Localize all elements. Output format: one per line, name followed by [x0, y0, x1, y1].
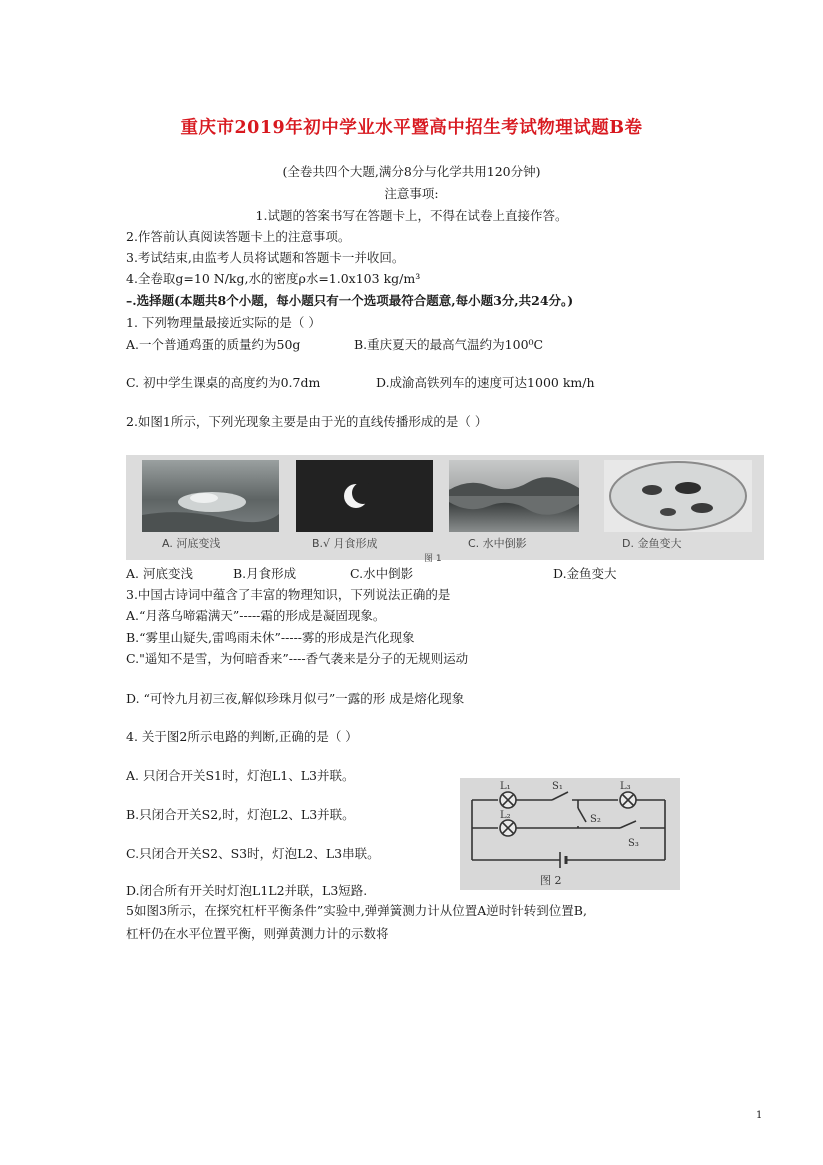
figure-1: [126, 455, 764, 564]
q2-option-c: C.水中倒影: [350, 566, 414, 581]
label-s2: S₂: [590, 814, 601, 825]
q3-option-a: A.“月落乌啼霜满天”-----霜的形成是凝固现象。: [126, 608, 386, 623]
q1-option-d: D.成渝高铁列车的速度可达1000 km/h: [376, 375, 595, 390]
figure-caption-c: C. 水中倒影: [468, 537, 527, 550]
figure-caption-d: D. 金鱼变大: [622, 537, 682, 550]
q2-stem: 2.如图1所示，下列光现象主要是由于光的直线传播形成的是（ ）: [126, 414, 488, 429]
label-s3: S₃: [628, 838, 639, 849]
label-l2: L₂: [500, 810, 511, 821]
figure-2-label: 图 2: [540, 874, 562, 887]
notice-1: 1.试题的答案书写在答题卡上，不得在试卷上直接作答。: [255, 208, 568, 223]
riverbed-photo: [142, 460, 279, 532]
q4-option-a: A. 只闭合开关S1时，灯泡L1、L3并联。: [126, 768, 355, 783]
q3-option-b: B.“雾里山疑失,雷鸣雨未休”-----雾的形成是汽化现象: [126, 630, 415, 645]
notice-4: 4.全卷取g=10 N/kg,水的密度ρ水=1.0x103 kg/m³: [126, 271, 421, 286]
q4-option-d: D.闭合所有开关时灯泡L1L2并联，L3短路.: [126, 883, 368, 898]
figure-caption-b: B.√ 月食形成: [312, 537, 378, 550]
label-l3: L₃: [620, 781, 631, 792]
reflection-image: [449, 460, 579, 532]
notice-2: 2.作答前认真阅读答题卡上的注意事项。: [126, 229, 351, 244]
q2-option-b: B.月食形成: [233, 566, 297, 581]
q2-option-a: A. 河底变浅: [126, 566, 193, 581]
goldfish-photo: [604, 460, 752, 532]
q1-option-b: B.重庆夏天的最高气温约为100⁰C: [354, 337, 544, 352]
goldfish-bowl-image: [604, 460, 752, 532]
q3-stem: 3.中国古诗词中蕴含了丰富的物理知识，下列说法正确的是: [126, 587, 451, 602]
eclipse-image: [296, 460, 433, 532]
q3-option-c: C."遥知不是雪，为何暗香来”----香气袭来是分子的无规则运动: [126, 651, 469, 666]
figure-2-circuit: [460, 778, 680, 890]
q1-option-c: C. 初中学生课桌的高度约为0.7dm: [126, 375, 321, 390]
figure-caption-a: A. 河底变浅: [162, 537, 221, 550]
q1-stem: 1. 下列物理量最接近实际的是（ ）: [126, 315, 321, 330]
figure-1-label: 图 1: [424, 554, 442, 564]
circuit-diagram: [460, 778, 680, 890]
q4-option-c: C.只闭合开关S2、S3时，灯泡L2、L3串联。: [126, 846, 380, 861]
q4-stem: 4. 关于图2所示电路的判断,正确的是（ ）: [126, 729, 358, 744]
q5-line-2: 杠杆仍在水平位置平衡，则弹黄测力计的示数将: [126, 926, 389, 941]
notice-title: 注意事项:: [384, 186, 439, 201]
label-l1: L₁: [500, 781, 511, 792]
notice-3: 3.考试结束,由监考人员将试题和答题卡一并收回。: [126, 250, 405, 265]
page-number: 1: [756, 1110, 763, 1121]
q3-option-d: D. “可怜九月初三夜,解似珍珠月似弓”一露的形 成是熔化现象: [126, 691, 465, 706]
q4-option-b: B.只闭合开关S2,时，灯泡L2、L3并联。: [126, 807, 355, 822]
exam-info: (全卷共四个大题,满分8分与化学共用120分钟): [282, 164, 541, 179]
section-heading: –.选择题(本题共8个小题，每小题只有一个选项最符合题意,每小题3分,共24分。): [126, 293, 574, 308]
eclipse-photo: [296, 460, 433, 532]
page-title: 重庆市2019年初中学业水平暨高中招生考试物理试题B卷: [180, 118, 643, 138]
label-s1: S₁: [552, 781, 563, 792]
riverbed-image: [142, 460, 279, 532]
q1-option-a: A.一个普通鸡蛋的质量约为50g: [126, 337, 301, 352]
q2-option-d: D.金鱼变大: [553, 566, 617, 581]
q5-line-1: 5如图3所示，在探究杠杆平衡条件”实验中,弹弹簧测力计从位置A逆时针转到位置B,: [126, 903, 587, 918]
reflection-photo: [449, 460, 579, 532]
